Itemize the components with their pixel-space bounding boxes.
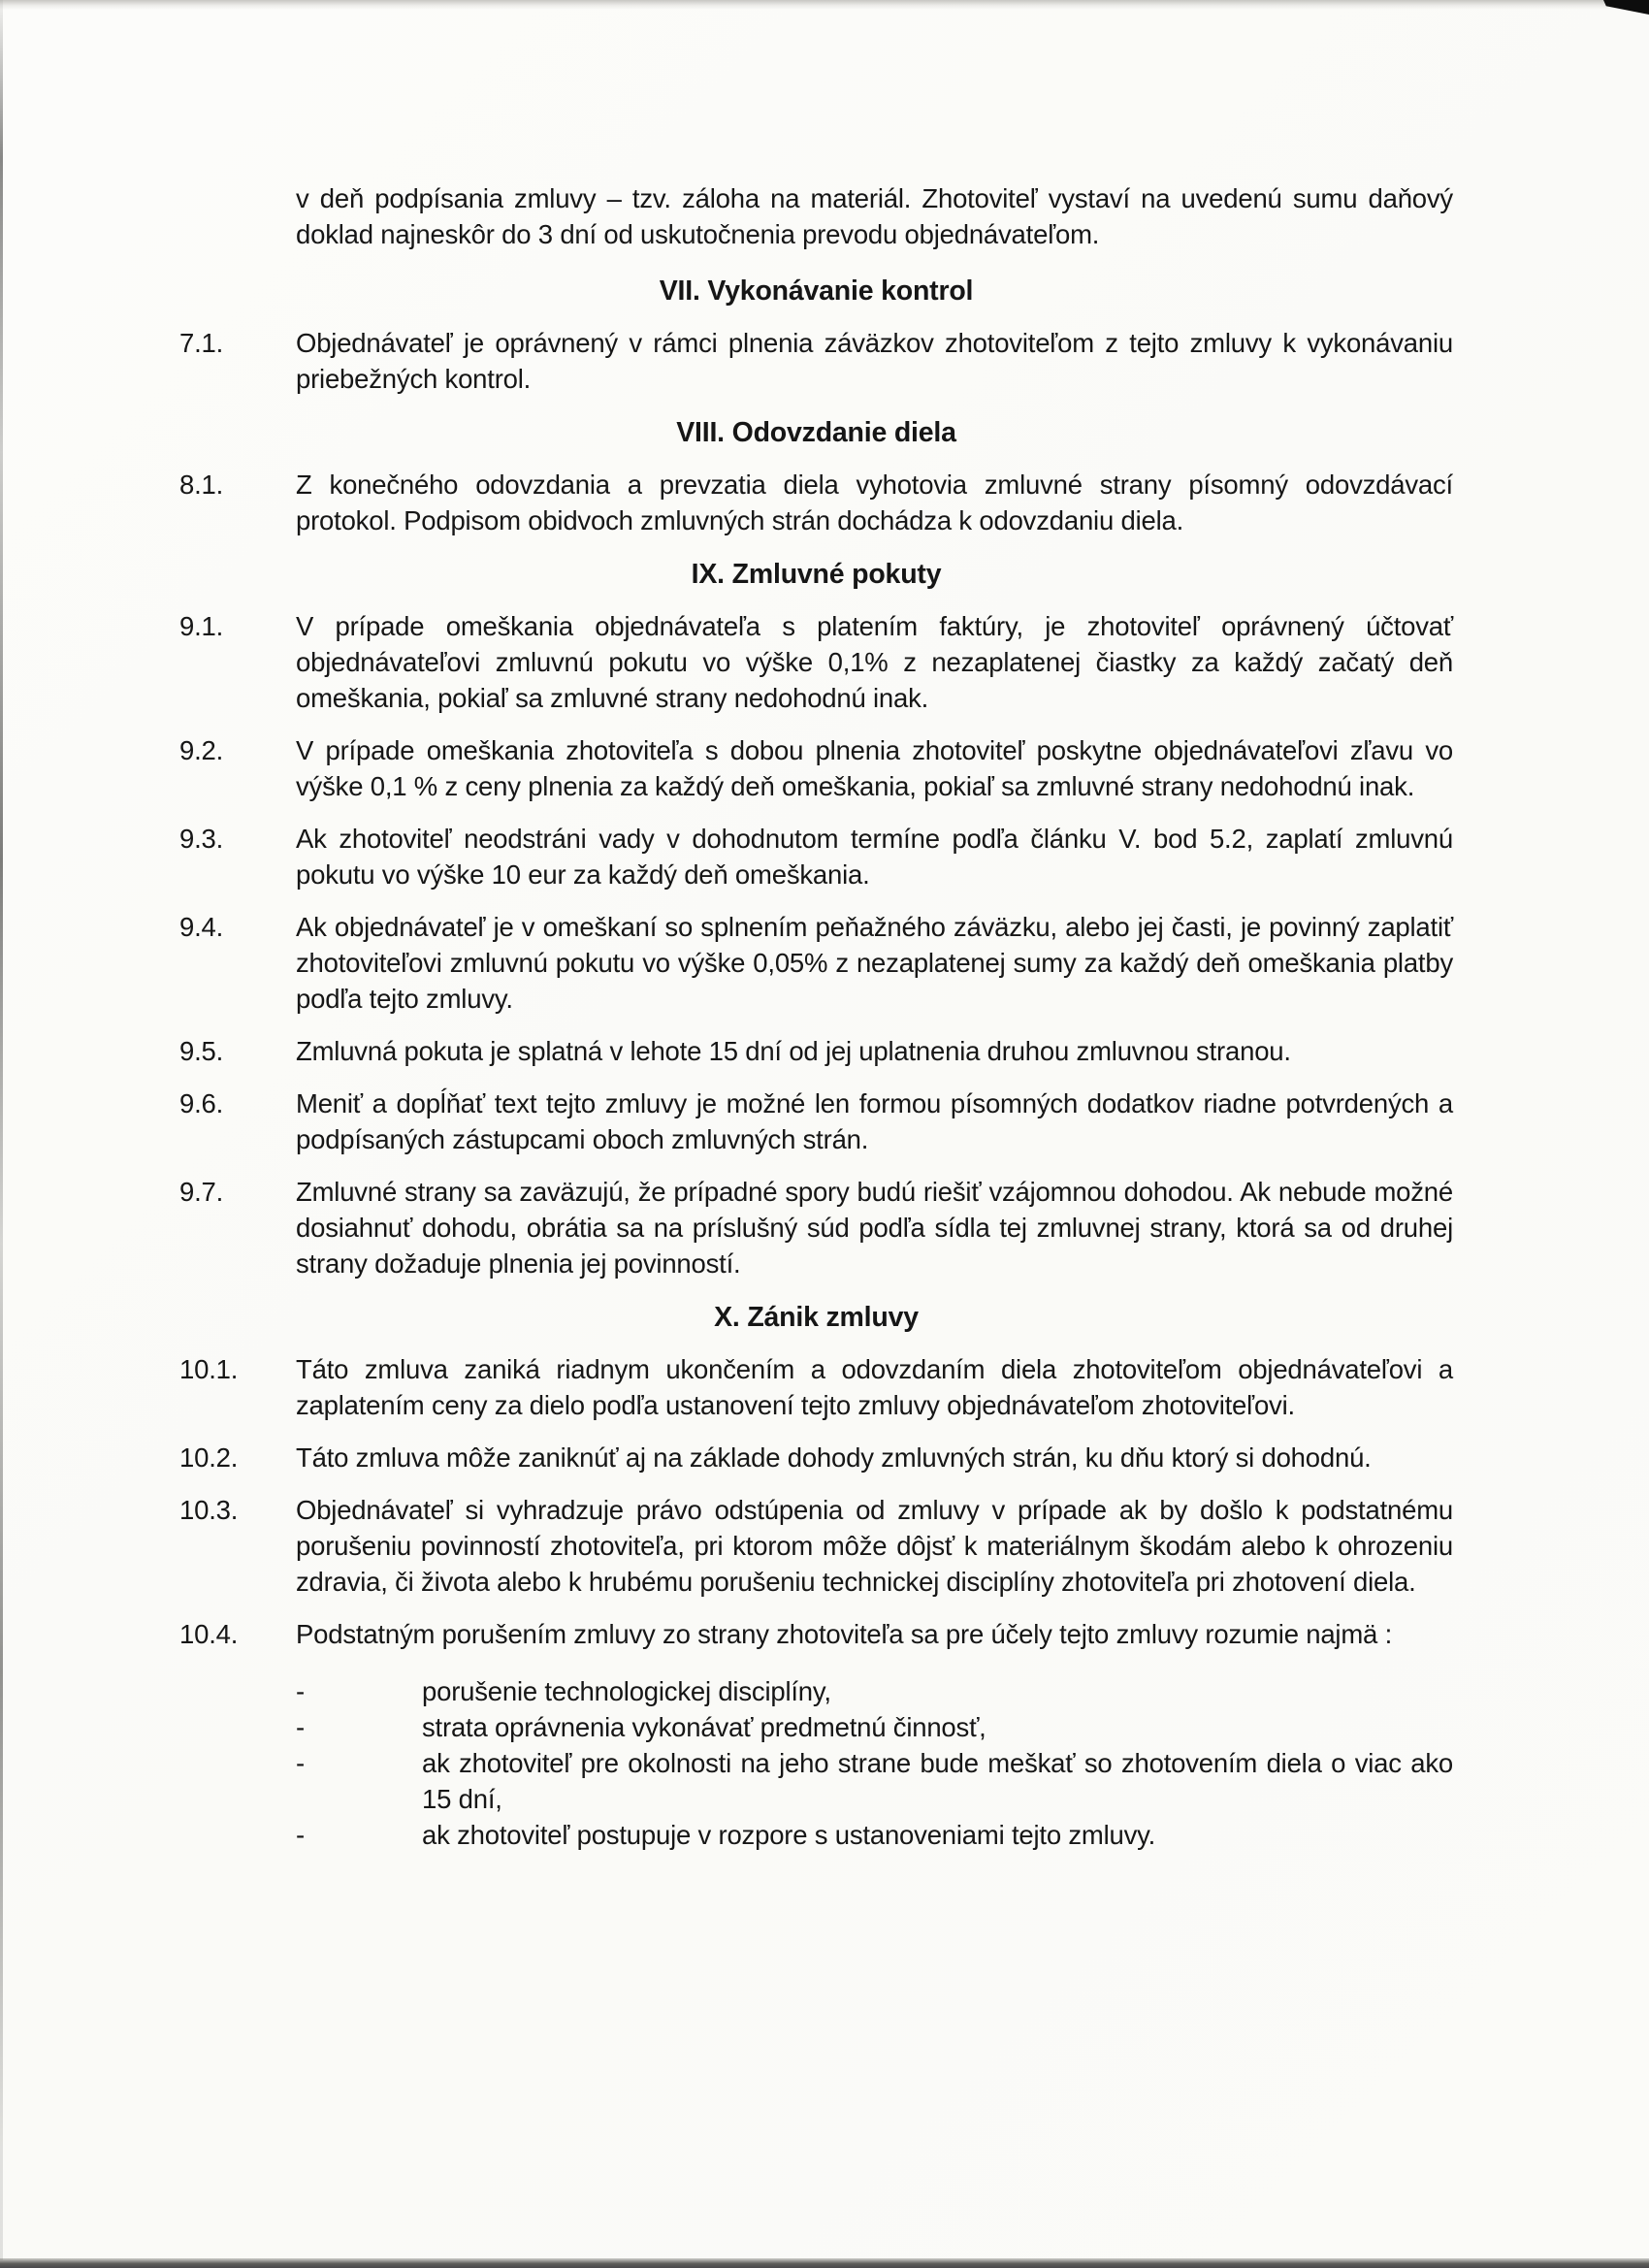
contract-clause [179, 1033, 1453, 1069]
contract-articles [179, 272, 1453, 1853]
clause-number: 10.3. [179, 1495, 239, 1525]
article-clauses [179, 1351, 1453, 1853]
dash-icon: - [296, 1676, 305, 1706]
contract-article [179, 1298, 1453, 1853]
scan-artifact-left-edge [0, 0, 3, 2260]
contract-article [179, 413, 1453, 538]
clause-body [296, 1174, 1453, 1281]
contract-clause [179, 1440, 1453, 1475]
document-content [179, 180, 1453, 1869]
bullet-list [296, 1673, 1453, 1853]
contract-clause [179, 325, 1453, 397]
article-clauses [179, 608, 1453, 1281]
bullet-text: ak zhotoviteľ pre okolnosti na jeho strane bude meškať so zhotovením diela o viac ako 15 dní, [422, 1748, 1453, 1814]
clause-number: 10.2. [179, 1442, 239, 1473]
contract-clause [179, 1085, 1453, 1157]
clause-text: Z konečného odovzdania a prevzatia diela vyhotovia zmluvné strany písomný odovzdávací protokol. Podpisom obidvoch zmluvných strán dochádza k odovzdaniu diela. [296, 470, 1453, 535]
contract-clause [179, 1174, 1453, 1281]
bullet-item [296, 1817, 1453, 1853]
clause-text: Táto zmluva môže zaniknúť aj na základe dohody zmluvných strán, ku dňu ktorý si dohodnú. [296, 1442, 1372, 1473]
clause-number: 9.5. [179, 1036, 224, 1066]
clause-body [296, 1033, 1453, 1069]
contract-article [179, 272, 1453, 397]
bullet-item [296, 1745, 1453, 1817]
scan-artifact-bottom-edge [0, 2258, 1649, 2268]
clause-text: Zmluvná pokuta je splatná v lehote 15 dní od jej uplatnenia druhou zmluvnou stranou. [296, 1036, 1291, 1066]
clause-text: Táto zmluva zaniká riadnym ukončením a odovzdaním diela zhotoviteľom objednávateľovi a zaplatením ceny za dielo podľa ustanovení tejto zmluvy objednávateľom zhotoviteľovi. [296, 1354, 1453, 1420]
bullet-text: porušenie technologickej disciplíny, [422, 1676, 831, 1706]
contract-clause [179, 1492, 1453, 1600]
clause-number: 9.1. [179, 611, 224, 641]
bullet-text: strata oprávnenia vykonávať predmetnú činnosť, [422, 1712, 986, 1742]
clause-body [296, 1616, 1453, 1853]
clause-body [296, 732, 1453, 804]
bullet-item [296, 1709, 1453, 1745]
contract-clause [179, 1616, 1453, 1853]
clause-number: 10.1. [179, 1354, 239, 1384]
bullet-text: ak zhotoviteľ postupuje v rozpore s ustanoveniami tejto zmluvy. [422, 1820, 1156, 1850]
scan-artifact-top-edge [0, 0, 1649, 10]
clause-number: 9.7. [179, 1177, 224, 1207]
dash-icon: - [296, 1748, 305, 1778]
clause-body [296, 608, 1453, 716]
article-heading: IX. Zmluvné pokuty [691, 559, 942, 590]
contract-article [179, 555, 1453, 1281]
article-heading: VIII. Odovzdanie diela [676, 417, 956, 448]
clause-text: Ak zhotoviteľ neodstráni vady v dohodnutom termíne podľa článku V. bod 5.2, zaplatí zmluvnú pokutu vo výške 10 eur za každý deň omeškania. [296, 824, 1453, 890]
clause-body [296, 467, 1453, 538]
clause-number: 8.1. [179, 470, 224, 500]
clause-text: Zmluvné strany sa zaväzujú, že prípadné spory budú riešiť vzájomnou dohodou. Ak nebude možné dosiahnuť dohodu, obrátia sa na príslušný súd podľa sídla tej zmluvnej strany, ktorá sa od druhej strany dožaduje plnenia jej povinností. [296, 1177, 1453, 1279]
clause-body [296, 1492, 1453, 1600]
clause-text: Objednávateľ si vyhradzuje právo odstúpenia od zmluvy v prípade ak by došlo k podstatnému porušeniu povinností zhotoviteľa, pri ktorom môže dôjsť k materiálnym škodám alebo k ohrozeniu zdravia, či života alebo k hrubému porušeniu technickej disciplíny zhotoviteľa pri zhotovení diela. [296, 1495, 1453, 1597]
clause-number: 9.2. [179, 735, 224, 765]
dash-icon: - [296, 1820, 305, 1850]
clause-body [296, 1351, 1453, 1423]
clause-text: V prípade omeškania zhotoviteľa s dobou plnenia zhotoviteľ poskytne objednávateľovi zľavu vo výške 0,1 % z ceny plnenia za každý deň omeškania, pokiaľ sa zmluvné strany nedohodnú inak. [296, 735, 1453, 801]
article-clauses [179, 467, 1453, 538]
clause-body [296, 821, 1453, 892]
clause-text: Objednávateľ je oprávnený v rámci plnenia záväzkov zhotoviteľom z tejto zmluvy k vykonávaniu priebežných kontrol. [296, 328, 1453, 394]
dash-icon: - [296, 1712, 305, 1742]
article-clauses [179, 325, 1453, 397]
article-heading: VII. Vykonávanie kontrol [659, 275, 974, 307]
clause-number: 9.4. [179, 912, 224, 942]
clause-number: 10.4. [179, 1619, 239, 1649]
clause-number: 9.6. [179, 1088, 224, 1118]
article-heading: X. Zánik zmluvy [714, 1302, 919, 1333]
clause-text: Podstatným porušením zmluvy zo strany zhotoviteľa sa pre účely tejto zmluvy rozumie najmä : [296, 1619, 1393, 1649]
clause-number: 9.3. [179, 824, 224, 854]
contract-clause [179, 909, 1453, 1017]
clause-body [296, 1085, 1453, 1157]
clause-number: 7.1. [179, 328, 224, 358]
paragraph-continuation: v deň podpísania zmluvy – tzv. záloha na materiál. Zhotoviteľ vystaví na uvedenú sumu daňový doklad najneskôr do 3 dní od uskutočnenia prevodu objednávateľom. [296, 183, 1453, 249]
contract-clause [179, 467, 1453, 538]
bullet-item [296, 1673, 1453, 1709]
clause-text: Ak objednávateľ je v omeškaní so splnením peňažného záväzku, alebo jej časti, je povinný zaplatiť zhotoviteľovi zmluvnú pokutu vo výške 0,05% z nezaplatenej sumy za každý deň omeškania platby podľa tejto zmluvy. [296, 912, 1453, 1014]
clause-body [296, 909, 1453, 1017]
contract-clause [179, 821, 1453, 892]
clause-body [296, 1440, 1453, 1475]
clause-text: V prípade omeškania objednávateľa s platením faktúry, je zhotoviteľ oprávnený účtovať objednávateľovi zmluvnú pokutu vo výške 0,1% z nezaplatenej čiastky za každý začatý deň omeškania, pokiaľ sa zmluvné strany nedohodnú inak. [296, 611, 1453, 713]
contract-clause [179, 732, 1453, 804]
contract-clause [179, 1351, 1453, 1423]
clause-body [296, 325, 1453, 397]
clause-text: Meniť a dopĺňať text tejto zmluvy je možné len formou písomných dodatkov riadne potvrdených a podpísaných zástupcami oboch zmluvných strán. [296, 1088, 1453, 1154]
contract-clause [179, 608, 1453, 716]
